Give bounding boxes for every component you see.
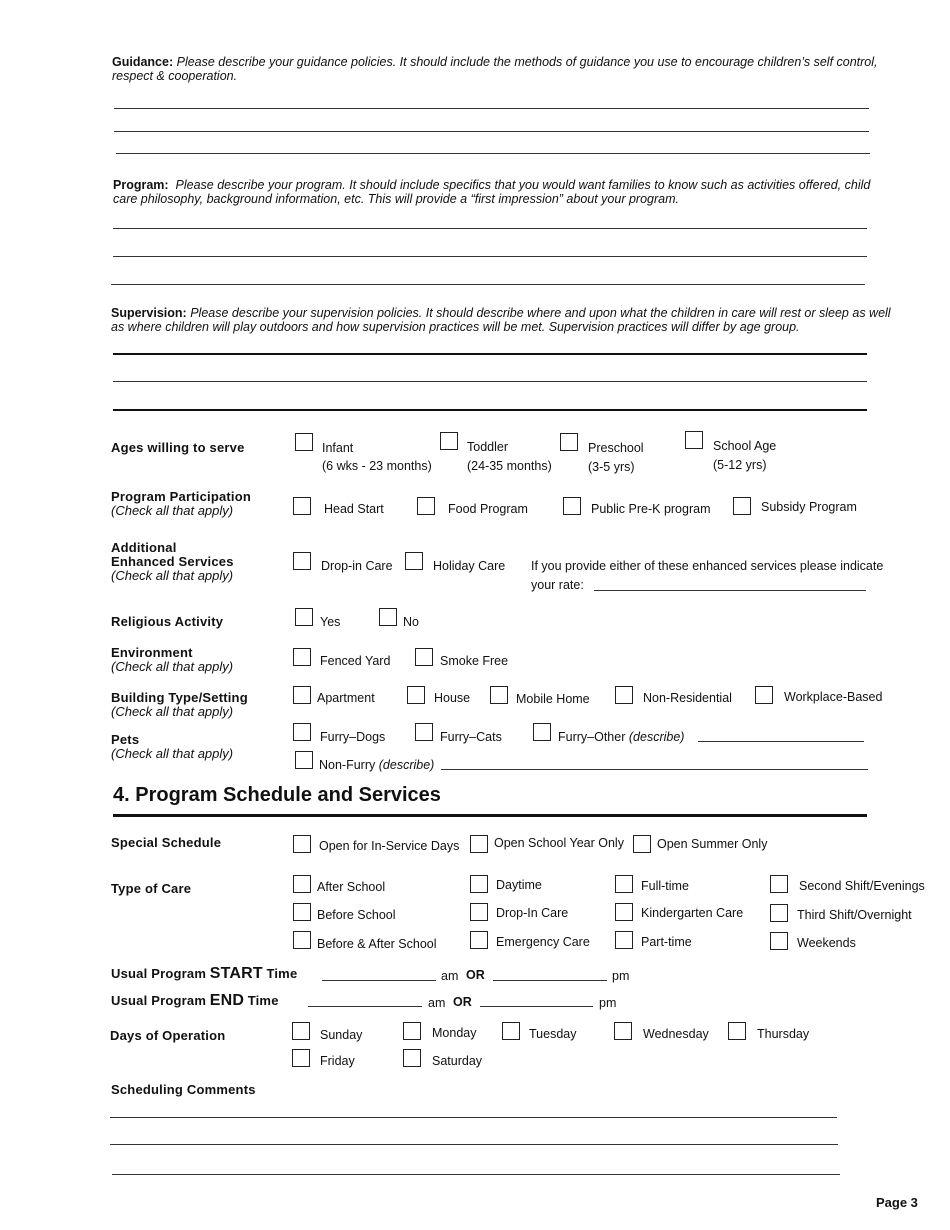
guidance-prompt xyxy=(112,55,882,83)
building-label: Building Type/Setting (Check all that apply) xyxy=(111,690,248,719)
day-option-saturday: Saturday xyxy=(432,1054,483,1068)
checkbox-workplace-based[interactable] xyxy=(755,686,773,704)
start-time-pm-input[interactable] xyxy=(493,980,607,981)
pets-option-non-furry: Non-Furry (describe) xyxy=(319,758,435,772)
special-option-school-year: Open School Year Only xyxy=(494,836,624,850)
program-prompt xyxy=(113,178,883,206)
building-option-workplace-based: Workplace-Based xyxy=(784,690,883,704)
care-option-third-shift: Third Shift/Overnight xyxy=(797,908,912,922)
care-option-part-time: Part-time xyxy=(641,935,692,949)
comments-line-2[interactable] xyxy=(110,1144,838,1145)
environment-option-fenced-yard: Fenced Yard xyxy=(320,654,391,668)
pets-other-describe-hint: (describe) xyxy=(628,730,685,744)
pets-label: Pets (Check all that apply) xyxy=(111,732,234,761)
special-option-in-service: Open for In-Service Days xyxy=(319,839,460,853)
checkbox-part-time[interactable] xyxy=(615,931,633,949)
participation-option-subsidy: Subsidy Program xyxy=(761,500,857,514)
religious-option-yes: Yes xyxy=(320,615,341,629)
care-option-weekends: Weekends xyxy=(797,936,856,950)
building-option-house: House xyxy=(434,691,471,705)
pets-other-describe-input[interactable] xyxy=(698,741,864,742)
checkbox-toddler[interactable] xyxy=(440,432,458,450)
checkbox-furry-cats[interactable] xyxy=(415,723,433,741)
guidance-answer-line-2[interactable] xyxy=(114,131,869,132)
ages-infant-label: Infant xyxy=(322,441,354,455)
pets-sublabel: (Check all that apply) xyxy=(111,746,234,761)
participation-option-head-start: Head Start xyxy=(324,502,384,516)
checkbox-tuesday[interactable] xyxy=(502,1022,520,1040)
section-4-title: 4. Program Schedule and Services xyxy=(113,784,441,806)
special-schedule-label: Special Schedule xyxy=(111,835,222,850)
checkbox-summer-only[interactable] xyxy=(633,835,651,853)
guidance-heading: Guidance: xyxy=(112,55,174,69)
program-answer-line-2[interactable] xyxy=(113,256,867,257)
checkbox-drop-in-care[interactable] xyxy=(293,552,311,570)
checkbox-in-service-days[interactable] xyxy=(293,835,311,853)
religious-label: Religious Activity xyxy=(111,614,224,629)
guidance-text: Please describe your guidance policies. It should include the methods of guidance you use to encourage children’s self control, respect & cooperation. xyxy=(112,55,878,83)
end-time-pm-input[interactable] xyxy=(480,1006,593,1007)
checkbox-third-shift[interactable] xyxy=(770,904,788,922)
day-option-thursday: Thursday xyxy=(757,1027,810,1041)
checkbox-religious-yes[interactable] xyxy=(295,608,313,626)
special-option-summer: Open Summer Only xyxy=(657,837,768,851)
ages-preschool-label: Preschool xyxy=(588,441,644,455)
start-time-am-input[interactable] xyxy=(322,980,436,981)
enhanced-option-drop-in: Drop-in Care xyxy=(321,559,393,573)
section-4-rule xyxy=(113,814,867,817)
program-text: Please describe your program. It should include specifics that you would want families to know such as activities offered, child care philosophy, background information, etc. This will provide a “first impression” about your program. xyxy=(113,178,871,206)
program-heading: Program: xyxy=(113,178,169,192)
ages-toddler-range: (24-35 months) xyxy=(467,459,552,473)
supervision-heading: Supervision: xyxy=(111,306,187,320)
checkbox-furry-dogs[interactable] xyxy=(293,723,311,741)
checkbox-daytime[interactable] xyxy=(470,875,488,893)
day-option-monday: Monday xyxy=(432,1026,477,1040)
start-time-am-label: am xyxy=(441,969,459,983)
participation-label: Program Participation (Check all that apply) xyxy=(111,489,252,518)
pets-option-cats: Furry–Cats xyxy=(440,730,502,744)
checkbox-food-program[interactable] xyxy=(417,497,435,515)
checkbox-head-start[interactable] xyxy=(293,497,311,515)
checkbox-weekends[interactable] xyxy=(770,932,788,950)
checkbox-subsidy-program[interactable] xyxy=(733,497,751,515)
pets-nonfurry-describe-input[interactable] xyxy=(441,769,868,770)
checkbox-monday[interactable] xyxy=(403,1022,421,1040)
environment-option-smoke-free: Smoke Free xyxy=(440,654,509,668)
end-time-pm-label: pm xyxy=(599,996,617,1010)
enhanced-sublabel: (Check all that apply) xyxy=(111,568,234,583)
environment-label: Environment (Check all that apply) xyxy=(111,645,234,674)
ages-school-age-range: (5-12 yrs) xyxy=(713,458,767,472)
start-time-label: Usual Program START Time xyxy=(111,965,298,982)
checkbox-second-shift[interactable] xyxy=(770,875,788,893)
participation-option-public-pre-k: Public Pre-K program xyxy=(591,502,711,516)
enhanced-rate-label: your rate: xyxy=(531,578,584,592)
supervision-text: Please describe your supervision policies. It should describe where and upon what the children in care will rest or sleep as well as where children will play outdoors and how supervision practices will be met. Supervision practices will differ by age group. xyxy=(111,306,891,334)
checkbox-wednesday[interactable] xyxy=(614,1022,632,1040)
supervision-answer-line-3[interactable] xyxy=(113,409,867,411)
checkbox-drop-in[interactable] xyxy=(470,903,488,921)
day-option-wednesday: Wednesday xyxy=(643,1027,709,1041)
pets-nonfurry-describe-hint: (describe) xyxy=(378,758,435,772)
day-option-sunday: Sunday xyxy=(320,1028,363,1042)
checkbox-public-pre-k[interactable] xyxy=(563,497,581,515)
checkbox-sunday[interactable] xyxy=(292,1022,310,1040)
checkbox-holiday-care[interactable] xyxy=(405,552,423,570)
care-option-emergency: Emergency Care xyxy=(496,935,590,949)
checkbox-full-time[interactable] xyxy=(615,875,633,893)
supervision-prompt xyxy=(111,306,901,334)
type-of-care-label: Type of Care xyxy=(111,881,192,896)
end-time-label: Usual Program END Time xyxy=(111,992,279,1009)
comments-label: Scheduling Comments xyxy=(111,1082,256,1097)
ages-school-age-label: School Age xyxy=(713,439,777,453)
checkbox-religious-no[interactable] xyxy=(379,608,397,626)
care-option-after-school: After School xyxy=(317,880,386,894)
checkbox-before-after-school[interactable] xyxy=(293,931,311,949)
ages-label: Ages willing to serve xyxy=(111,440,245,455)
end-time-am-label: am xyxy=(428,996,446,1010)
environment-sublabel: (Check all that apply) xyxy=(111,659,234,674)
pets-option-other: Furry–Other (describe) xyxy=(558,730,685,744)
checkbox-non-residential[interactable] xyxy=(615,686,633,704)
checkbox-apartment[interactable] xyxy=(293,686,311,704)
care-option-before-after: Before & After School xyxy=(317,937,437,951)
end-time-am-input[interactable] xyxy=(308,1006,422,1007)
checkbox-before-school[interactable] xyxy=(293,903,311,921)
start-time-pm-label: pm xyxy=(612,969,630,983)
building-option-mobile-home: Mobile Home xyxy=(516,692,590,706)
guidance-answer-line-1[interactable] xyxy=(114,108,869,109)
care-option-kindergarten: Kindergarten Care xyxy=(641,906,744,920)
care-option-daytime: Daytime xyxy=(496,878,542,892)
building-option-apartment: Apartment xyxy=(317,691,375,705)
checkbox-infant[interactable] xyxy=(295,433,313,451)
checkbox-school-year-only[interactable] xyxy=(470,835,488,853)
building-sublabel: (Check all that apply) xyxy=(111,704,234,719)
checkbox-furry-other[interactable] xyxy=(533,723,551,741)
enhanced-rate-input[interactable] xyxy=(594,590,866,591)
checkbox-smoke-free[interactable] xyxy=(415,648,433,666)
ages-preschool-range: (3-5 yrs) xyxy=(588,460,635,474)
checkbox-emergency-care[interactable] xyxy=(470,931,488,949)
program-answer-line-1[interactable] xyxy=(113,228,867,229)
checkbox-after-school[interactable] xyxy=(293,875,311,893)
ages-toddler-label: Toddler xyxy=(467,440,508,454)
pets-option-dogs: Furry–Dogs xyxy=(320,730,386,744)
care-option-full-time: Full-time xyxy=(641,879,689,893)
program-answer-line-3[interactable] xyxy=(111,284,865,285)
checkbox-thursday[interactable] xyxy=(728,1022,746,1040)
participation-sublabel: (Check all that apply) xyxy=(111,503,234,518)
guidance-answer-line-3[interactable] xyxy=(116,153,870,154)
care-option-second-shift: Second Shift/Evenings xyxy=(799,879,925,893)
end-time-or: OR xyxy=(453,995,472,1009)
checkbox-preschool[interactable] xyxy=(560,433,578,451)
care-option-drop-in: Drop-In Care xyxy=(496,906,569,920)
ages-infant-range: (6 wks - 23 months) xyxy=(322,459,432,473)
start-time-or: OR xyxy=(466,968,485,982)
page-number: Page 3 xyxy=(876,1195,918,1210)
checkbox-fenced-yard[interactable] xyxy=(293,648,311,666)
day-option-tuesday: Tuesday xyxy=(529,1027,577,1041)
days-label: Days of Operation xyxy=(110,1028,226,1043)
checkbox-saturday[interactable] xyxy=(403,1049,421,1067)
checkbox-friday[interactable] xyxy=(292,1049,310,1067)
supervision-answer-line-1[interactable] xyxy=(113,353,867,355)
religious-option-no: No xyxy=(403,615,419,629)
comments-line-1[interactable] xyxy=(110,1117,837,1118)
enhanced-option-holiday: Holiday Care xyxy=(433,559,506,573)
day-option-friday: Friday xyxy=(320,1054,355,1068)
checkbox-non-furry[interactable] xyxy=(295,751,313,769)
checkbox-kindergarten-care[interactable] xyxy=(615,903,633,921)
supervision-answer-line-2[interactable] xyxy=(113,381,867,382)
checkbox-house[interactable] xyxy=(407,686,425,704)
enhanced-label: Additional Enhanced Services (Check all that apply) xyxy=(111,540,234,583)
checkbox-school-age[interactable] xyxy=(685,431,703,449)
care-option-before-school: Before School xyxy=(317,908,396,922)
comments-line-3[interactable] xyxy=(112,1174,840,1175)
checkbox-mobile-home[interactable] xyxy=(490,686,508,704)
building-option-non-residential: Non-Residential xyxy=(643,691,732,705)
participation-option-food-program: Food Program xyxy=(448,502,528,516)
enhanced-note: If you provide either of these enhanced services please indicate xyxy=(531,559,884,573)
